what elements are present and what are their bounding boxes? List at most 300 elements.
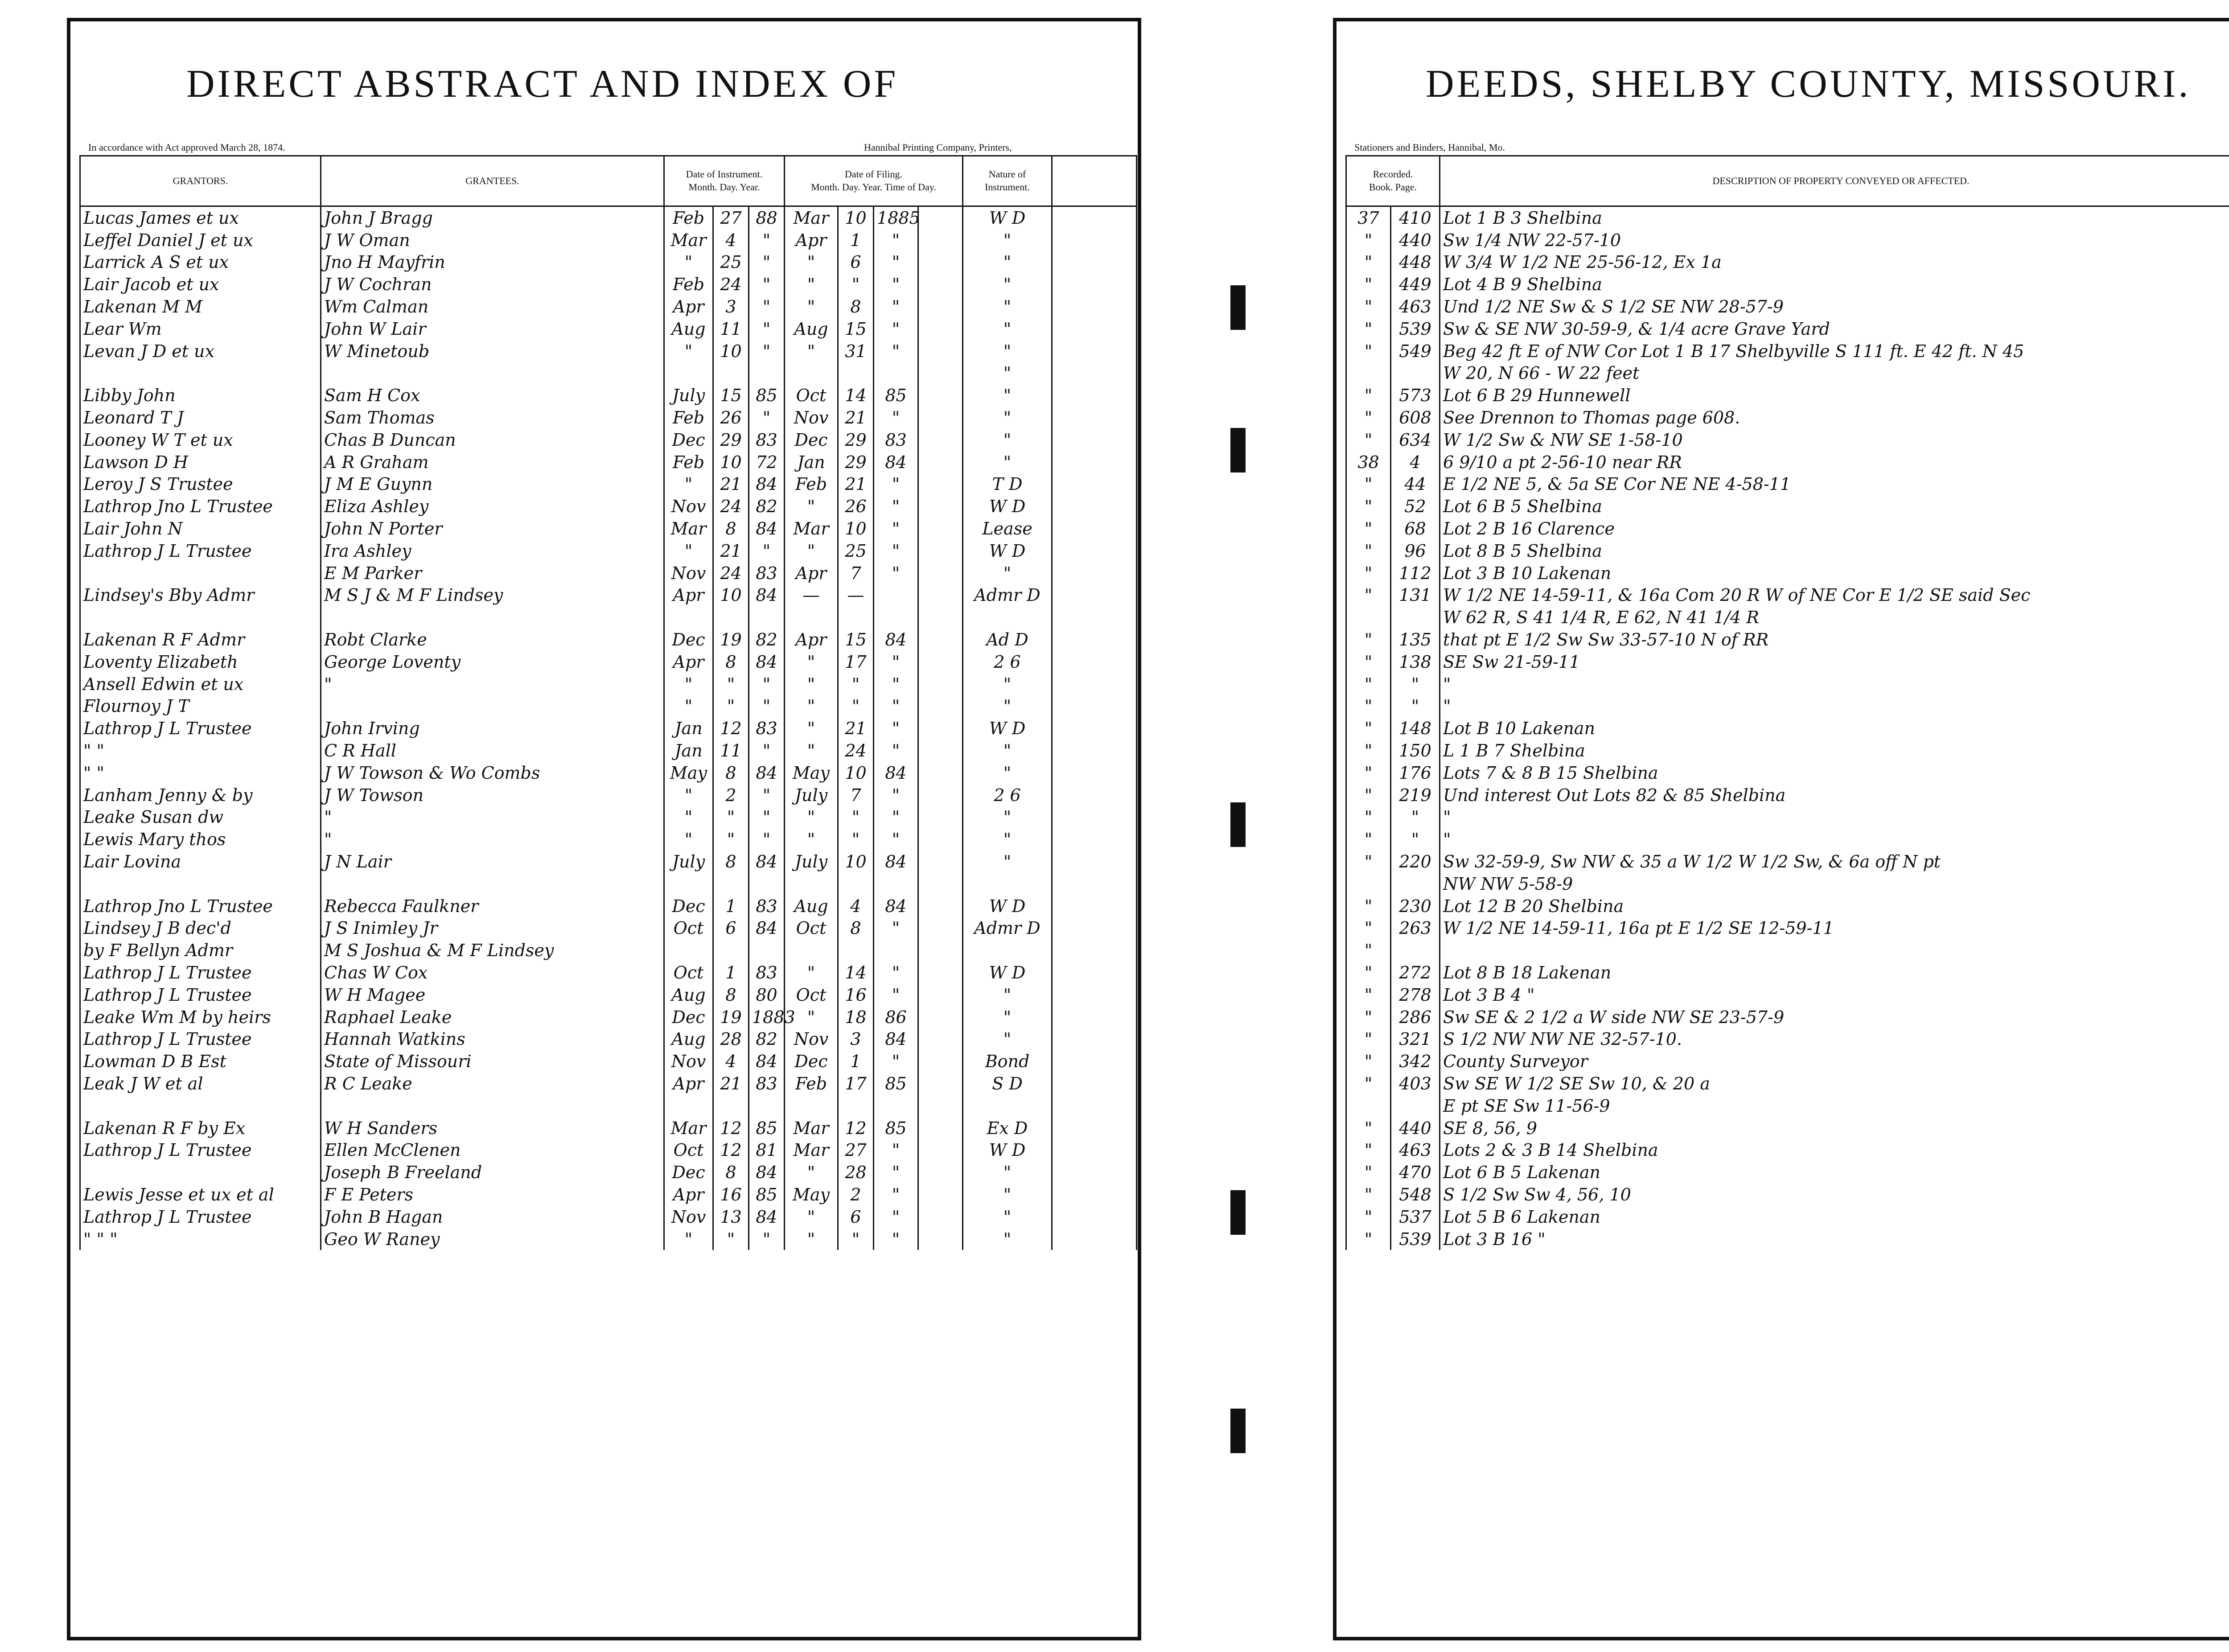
header-grantees: GRANTEES. [321, 156, 664, 206]
filing-year-cell: " [874, 229, 918, 251]
table-row [80, 762, 1137, 784]
blank-cell [1052, 1006, 1137, 1028]
instrument-year-cell: 82 [749, 1028, 785, 1050]
blank-cell [1052, 1228, 1137, 1250]
instrument-year-cell: 84 [749, 1050, 785, 1073]
description-cell: E 1/2 NE 5, & 5a SE Cor NE NE 4-58-11 [1440, 473, 2229, 496]
grantor-cell [80, 873, 321, 895]
header-date-of-filing: Date of Filing. Month. Day. Year. Time of Day. [785, 156, 963, 206]
grantee-cell [321, 873, 664, 895]
filing-year-cell: " [874, 518, 918, 540]
filing-month-cell: " [785, 1228, 838, 1250]
header-nature: Nature of Instrument. [963, 156, 1052, 206]
nature-cell: " [963, 984, 1052, 1006]
description-cell: Lot B 10 Lakenan [1440, 717, 2229, 740]
page-cell: 230 [1391, 895, 1440, 917]
instrument-month-cell: Nov [664, 1050, 713, 1073]
table-row [1346, 1184, 2229, 1206]
table-row [1346, 473, 2229, 496]
grantor-cell: Looney W T et ux [80, 429, 321, 451]
table-row [80, 806, 1137, 829]
page-cell: 4 [1391, 451, 1440, 473]
time-of-day-cell [918, 296, 963, 318]
filing-month-cell: " [785, 495, 838, 518]
time-of-day-cell [918, 1139, 963, 1161]
nature-cell: " [963, 1161, 1052, 1184]
page-cell [1391, 873, 1440, 895]
blank-cell [1052, 784, 1137, 806]
page-cell: 449 [1391, 273, 1440, 296]
blank-cell [1052, 540, 1137, 562]
grantor-cell: Leak J W et al [80, 1073, 321, 1095]
instrument-month-cell: Dec [664, 895, 713, 917]
instrument-month-cell: Nov [664, 562, 713, 584]
instrument-day-cell: 8 [713, 762, 749, 784]
description-cell: " [1440, 695, 2229, 718]
description-cell: " [1440, 828, 2229, 851]
filing-month-cell: Oct [785, 384, 838, 407]
blank-cell [1052, 296, 1137, 318]
description-cell: Und interest Out Lots 82 & 85 Shelbina [1440, 784, 2229, 806]
nature-cell: " [963, 828, 1052, 851]
instrument-month-cell: May [664, 762, 713, 784]
instrument-month-cell: July [664, 851, 713, 873]
instrument-month-cell [664, 1095, 713, 1117]
filing-day-cell: 24 [838, 740, 874, 762]
nature-cell: W D [963, 962, 1052, 984]
blank-cell [1052, 451, 1137, 473]
page-cell: 135 [1391, 629, 1440, 651]
book-cell: " [1346, 673, 1391, 695]
grantor-cell: Levan J D et ux [80, 340, 321, 362]
page-cell: 463 [1391, 296, 1440, 318]
time-of-day-cell [918, 917, 963, 940]
nature-cell: W D [963, 895, 1052, 917]
filing-day-cell [838, 1095, 874, 1117]
page-cell: " [1391, 828, 1440, 851]
blank-cell [1052, 251, 1137, 274]
description-cell: Lots 7 & 8 B 15 Shelbina [1440, 762, 2229, 784]
blank-cell [1052, 717, 1137, 740]
grantee-cell: John W Lair [321, 318, 664, 340]
filing-year-cell [874, 362, 918, 385]
grantee-cell [321, 606, 664, 629]
description-cell: Lots 2 & 3 B 14 Shelbina [1440, 1139, 2229, 1161]
description-cell: W 20, N 66 - W 22 feet [1440, 362, 2229, 385]
book-cell: 38 [1346, 451, 1391, 473]
filing-year-cell: 85 [874, 1117, 918, 1139]
book-cell: " [1346, 251, 1391, 274]
filing-day-cell: 17 [838, 651, 874, 673]
filing-month-cell [785, 1095, 838, 1117]
instrument-month-cell: Feb [664, 407, 713, 429]
filing-month-cell: Aug [785, 895, 838, 917]
filing-month-cell: " [785, 340, 838, 362]
instrument-day-cell: 24 [713, 495, 749, 518]
instrument-day-cell: 12 [713, 1139, 749, 1161]
filing-month-cell: Mar [785, 206, 838, 229]
book-cell: " [1346, 717, 1391, 740]
book-cell: " [1346, 806, 1391, 829]
grantor-cell [80, 1161, 321, 1184]
binding-hole [1230, 802, 1246, 847]
time-of-day-cell [918, 717, 963, 740]
imprint-note: In accordance with Act approved March 28, 1874. [88, 142, 285, 153]
blank-cell [1052, 851, 1137, 873]
grantor-cell: Lathrop J L Trustee [80, 1028, 321, 1050]
time-of-day-cell [918, 1161, 963, 1184]
instrument-month-cell: Aug [664, 1028, 713, 1050]
filing-year-cell: " [874, 273, 918, 296]
page-cell: 634 [1391, 429, 1440, 451]
book-cell: " [1346, 296, 1391, 318]
table-row [1346, 1028, 2229, 1050]
description-cell: " [1440, 806, 2229, 829]
grantor-cell: Lathrop J L Trustee [80, 717, 321, 740]
filing-day-cell: 29 [838, 451, 874, 473]
instrument-year-cell: 84 [749, 584, 785, 607]
filing-day-cell: 10 [838, 206, 874, 229]
table-row [1346, 740, 2229, 762]
description-cell: S 1/2 NW NW NE 32-57-10. [1440, 1028, 2229, 1050]
instrument-month-cell: July [664, 384, 713, 407]
time-of-day-cell [918, 962, 963, 984]
grantor-cell: Lathrop J L Trustee [80, 1139, 321, 1161]
table-row [1346, 962, 2229, 984]
instrument-year-cell [749, 362, 785, 385]
grantor-cell: Leake Susan dw [80, 806, 321, 829]
table-row [1346, 495, 2229, 518]
table-row [1346, 584, 2229, 607]
instrument-year-cell: " [749, 740, 785, 762]
instrument-month-cell: " [664, 540, 713, 562]
table-row [80, 1206, 1137, 1228]
grantor-cell: Lewis Jesse et ux et al [80, 1184, 321, 1206]
table-row [1346, 939, 2229, 962]
instrument-year-cell: " [749, 828, 785, 851]
grantee-cell: J W Towson & Wo Combs [321, 762, 664, 784]
instrument-year-cell [749, 873, 785, 895]
instrument-day-cell: 25 [713, 251, 749, 274]
filing-month-cell: Jan [785, 451, 838, 473]
description-cell: Sw 32-59-9, Sw NW & 35 a W 1/2 W 1/2 Sw, & 6a off N pt [1440, 851, 2229, 873]
filing-day-cell: 15 [838, 629, 874, 651]
table-row [80, 1161, 1137, 1184]
nature-cell [963, 1095, 1052, 1117]
table-row [1346, 362, 2229, 385]
table-row [80, 1028, 1137, 1050]
blank-cell [1052, 1206, 1137, 1228]
grantor-cell: Lair Lovina [80, 851, 321, 873]
instrument-year-cell [749, 1095, 785, 1117]
table-row [1346, 851, 2229, 873]
description-cell: 6 9/10 a pt 2-56-10 near RR [1440, 451, 2229, 473]
grantee-cell: M S Joshua & M F Lindsey [321, 939, 664, 962]
instrument-month-cell: Oct [664, 962, 713, 984]
filing-year-cell: " [874, 784, 918, 806]
table-row [1346, 1006, 2229, 1028]
page-cell: 272 [1391, 962, 1440, 984]
filing-day-cell: 21 [838, 717, 874, 740]
filing-month-cell: " [785, 695, 838, 718]
filing-month-cell: Oct [785, 984, 838, 1006]
nature-cell: " [963, 806, 1052, 829]
nature-cell: " [963, 1184, 1052, 1206]
description-cell: Beg 42 ft E of NW Cor Lot 1 B 17 Shelbyville S 111 ft. E 42 ft. N 45 [1440, 340, 2229, 362]
book-cell [1346, 362, 1391, 385]
description-cell: E pt SE Sw 11-56-9 [1440, 1095, 2229, 1117]
grantee-cell: " [321, 828, 664, 851]
table-row [1346, 318, 2229, 340]
nature-cell: 2 6 [963, 784, 1052, 806]
filing-year-cell: 84 [874, 895, 918, 917]
instrument-day-cell: 28 [713, 1028, 749, 1050]
header-recorded: Recorded. Book. Page. [1346, 156, 1440, 206]
filing-month-cell: " [785, 740, 838, 762]
time-of-day-cell [918, 429, 963, 451]
instrument-month-cell: Feb [664, 451, 713, 473]
instrument-day-cell: 11 [713, 740, 749, 762]
grantor-cell: Leffel Daniel J et ux [80, 229, 321, 251]
filing-year-cell: 84 [874, 629, 918, 651]
grantee-cell: W Minetoub [321, 340, 664, 362]
grantee-cell: Sam Thomas [321, 407, 664, 429]
page-cell: 176 [1391, 762, 1440, 784]
instrument-day-cell: 1 [713, 895, 749, 917]
filing-year-cell [874, 606, 918, 629]
instrument-year-cell: " [749, 806, 785, 829]
nature-cell: " [963, 251, 1052, 274]
table-row [80, 873, 1137, 895]
grantee-cell: George Loventy [321, 651, 664, 673]
filing-year-cell: " [874, 1184, 918, 1206]
table-row [80, 318, 1137, 340]
deed-index-table [79, 155, 1137, 1250]
filing-month-cell: " [785, 540, 838, 562]
grantor-cell: Lear Wm [80, 318, 321, 340]
instrument-year-cell: 84 [749, 1161, 785, 1184]
book-cell: " [1346, 1139, 1391, 1161]
page-cell: 440 [1391, 229, 1440, 251]
instrument-month-cell: Mar [664, 518, 713, 540]
instrument-year-cell: 84 [749, 651, 785, 673]
right-rows [1346, 206, 2229, 1250]
page-cell: 263 [1391, 917, 1440, 940]
time-of-day-cell [918, 384, 963, 407]
filing-day-cell [838, 362, 874, 385]
filing-year-cell: " [874, 1050, 918, 1073]
table-row [80, 917, 1137, 940]
filing-day-cell: 10 [838, 518, 874, 540]
instrument-day-cell: 16 [713, 1184, 749, 1206]
time-of-day-cell [918, 1095, 963, 1117]
blank-cell [1052, 407, 1137, 429]
time-of-day-cell [918, 562, 963, 584]
instrument-day-cell: 8 [713, 651, 749, 673]
grantee-cell: J W Towson [321, 784, 664, 806]
table-row [80, 717, 1137, 740]
description-cell: Und 1/2 NE Sw & S 1/2 SE NW 28-57-9 [1440, 296, 2229, 318]
table-row [1346, 407, 2229, 429]
table-row [1346, 251, 2229, 274]
page-cell: 548 [1391, 1184, 1440, 1206]
instrument-day-cell: 2 [713, 784, 749, 806]
filing-month-cell: " [785, 651, 838, 673]
blank-cell [1052, 828, 1137, 851]
grantee-cell: Sam H Cox [321, 384, 664, 407]
table-row [80, 1050, 1137, 1073]
page-cell [1391, 939, 1440, 962]
filing-day-cell: " [838, 1228, 874, 1250]
table-row [80, 1073, 1137, 1095]
time-of-day-cell [918, 1206, 963, 1228]
book-cell: " [1346, 984, 1391, 1006]
time-of-day-cell [918, 1073, 963, 1095]
grantee-cell: Raphael Leake [321, 1006, 664, 1028]
instrument-day-cell: 4 [713, 229, 749, 251]
filing-day-cell: — [838, 584, 874, 607]
instrument-year-cell: 72 [749, 451, 785, 473]
instrument-day-cell: 13 [713, 1206, 749, 1228]
table-row [80, 340, 1137, 362]
filing-year-cell: " [874, 1161, 918, 1184]
grantor-cell: Ansell Edwin et ux [80, 673, 321, 695]
filing-year-cell: " [874, 251, 918, 274]
time-of-day-cell [918, 251, 963, 274]
table-row [80, 518, 1137, 540]
filing-month-cell: Mar [785, 1117, 838, 1139]
grantor-cell: by F Bellyn Admr [80, 939, 321, 962]
instrument-day-cell: 21 [713, 540, 749, 562]
instrument-month-cell: Dec [664, 1161, 713, 1184]
time-of-day-cell [918, 673, 963, 695]
nature-cell: W D [963, 495, 1052, 518]
grantor-cell: Lakenan R F Admr [80, 629, 321, 651]
time-of-day-cell [918, 1050, 963, 1073]
grantee-cell: Chas B Duncan [321, 429, 664, 451]
time-of-day-cell [918, 1028, 963, 1050]
instrument-day-cell [713, 1095, 749, 1117]
instrument-month-cell: Feb [664, 206, 713, 229]
blank-cell [1052, 273, 1137, 296]
grantor-cell: Lawson D H [80, 451, 321, 473]
description-cell: NW NW 5-58-9 [1440, 873, 2229, 895]
filing-year-cell: " [874, 495, 918, 518]
table-row [80, 384, 1137, 407]
page-cell: 220 [1391, 851, 1440, 873]
nature-cell: " [963, 762, 1052, 784]
table-row [80, 962, 1137, 984]
grantee-cell: J W Oman [321, 229, 664, 251]
time-of-day-cell [918, 451, 963, 473]
filing-year-cell: " [874, 651, 918, 673]
nature-cell: W D [963, 540, 1052, 562]
binder-imprint: Stationers and Binders, Hannibal, Mo. [1354, 142, 1505, 153]
instrument-day-cell: " [713, 828, 749, 851]
description-cell [1440, 939, 2229, 962]
nature-cell: Bond [963, 1050, 1052, 1073]
time-of-day-cell [918, 229, 963, 251]
instrument-day-cell: 24 [713, 562, 749, 584]
book-cell [1346, 606, 1391, 629]
grantor-cell: " " " [80, 1228, 321, 1250]
filing-month-cell: May [785, 1184, 838, 1206]
book-cell: " [1346, 962, 1391, 984]
filing-month-cell: " [785, 296, 838, 318]
instrument-day-cell: " [713, 1228, 749, 1250]
table-row [1346, 651, 2229, 673]
time-of-day-cell [918, 895, 963, 917]
instrument-year-cell: " [749, 784, 785, 806]
instrument-month-cell: Jan [664, 740, 713, 762]
filing-month-cell: " [785, 828, 838, 851]
filing-day-cell: 14 [838, 384, 874, 407]
page-cell: 440 [1391, 1117, 1440, 1139]
grantor-cell: Lair John N [80, 518, 321, 540]
instrument-day-cell: 11 [713, 318, 749, 340]
binding-hole [1230, 1409, 1246, 1453]
instrument-day-cell: 10 [713, 340, 749, 362]
description-cell: Lot 3 B 16 " [1440, 1228, 2229, 1250]
time-of-day-cell [918, 1006, 963, 1028]
grantor-cell: Leonard T J [80, 407, 321, 429]
binding-hole [1230, 1190, 1246, 1235]
blank-cell [1052, 740, 1137, 762]
nature-cell: " [963, 851, 1052, 873]
blank-cell [1052, 1161, 1137, 1184]
book-cell: " [1346, 851, 1391, 873]
page-cell: 549 [1391, 340, 1440, 362]
table-row [80, 784, 1137, 806]
page-cell: 150 [1391, 740, 1440, 762]
blank-cell [1052, 1139, 1137, 1161]
page-cell: 403 [1391, 1073, 1440, 1095]
page-cell: 342 [1391, 1050, 1440, 1073]
grantee-cell: Chas W Cox [321, 962, 664, 984]
nature-cell: T D [963, 473, 1052, 496]
table-row [1346, 873, 2229, 895]
table-row [80, 695, 1137, 718]
instrument-month-cell: Apr [664, 584, 713, 607]
filing-month-cell [785, 873, 838, 895]
filing-month-cell: " [785, 1206, 838, 1228]
filing-year-cell: " [874, 318, 918, 340]
description-cell: Lot 6 B 29 Hunnewell [1440, 384, 2229, 407]
instrument-day-cell: 19 [713, 629, 749, 651]
nature-cell: " [963, 384, 1052, 407]
instrument-day-cell [713, 939, 749, 962]
filing-day-cell: 12 [838, 1117, 874, 1139]
blank-cell [1052, 1073, 1137, 1095]
grantee-cell: John B Hagan [321, 1206, 664, 1228]
instrument-month-cell: Apr [664, 1184, 713, 1206]
description-cell: S 1/2 Sw Sw 4, 56, 10 [1440, 1184, 2229, 1206]
table-row [80, 473, 1137, 496]
blank-cell [1052, 584, 1137, 607]
table-row [1346, 1095, 2229, 1117]
instrument-year-cell: 80 [749, 984, 785, 1006]
table-row [1346, 429, 2229, 451]
blank-cell [1052, 562, 1137, 584]
grantee-cell: Jno H Mayfrin [321, 251, 664, 274]
instrument-year-cell: 83 [749, 429, 785, 451]
time-of-day-cell [918, 473, 963, 496]
grantee-cell: " [321, 806, 664, 829]
nature-cell: " [963, 318, 1052, 340]
left-rows [80, 206, 1137, 1250]
grantor-cell: Lathrop J L Trustee [80, 962, 321, 984]
book-cell: " [1346, 1050, 1391, 1073]
